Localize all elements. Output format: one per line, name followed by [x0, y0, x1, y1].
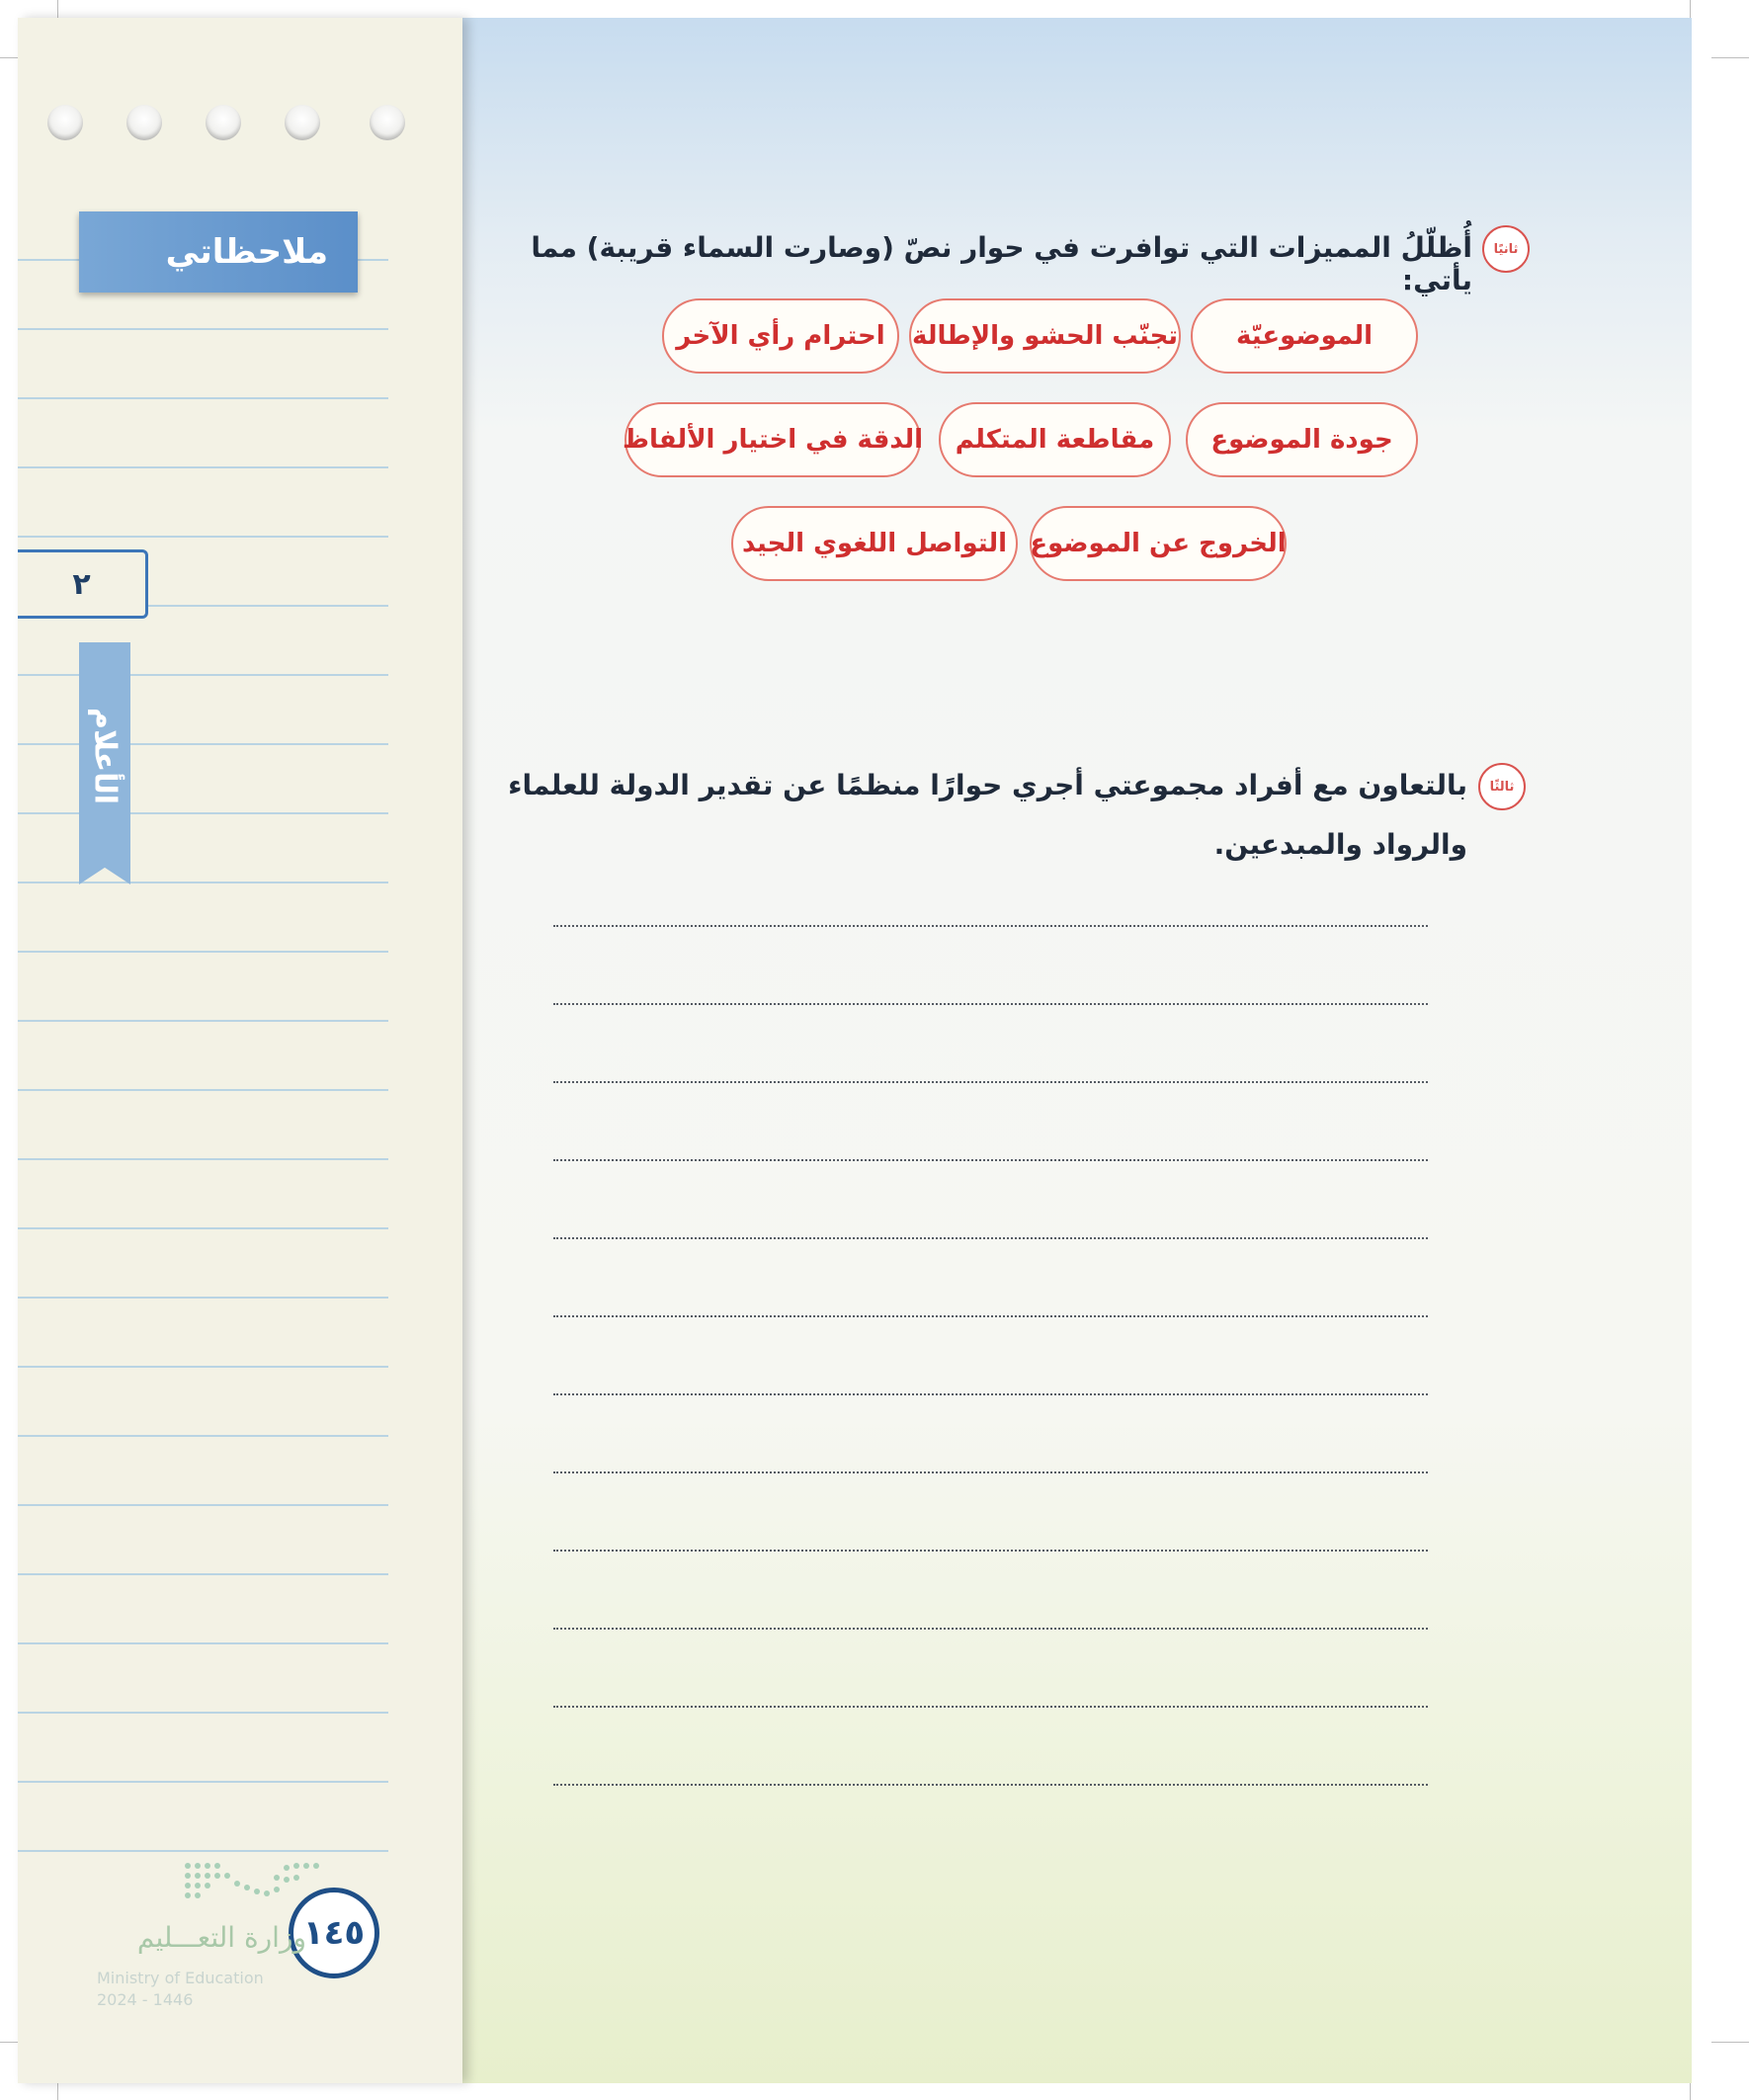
option-chip[interactable]: تجنّب الحشو والإطالة: [909, 298, 1181, 374]
option-chip[interactable]: الموضوعيّة: [1191, 298, 1418, 374]
answer-line[interactable]: [553, 1784, 1428, 1786]
ruled-line: [18, 536, 388, 538]
ruled-line: [18, 1435, 388, 1437]
ruled-line: [18, 1573, 388, 1575]
binder-hole: [370, 105, 405, 140]
answer-line[interactable]: [553, 1628, 1428, 1630]
ruled-line: [18, 1297, 388, 1299]
option-chip[interactable]: احترام رأي الآخر: [662, 298, 899, 374]
ruled-line: [18, 1366, 388, 1368]
ruled-line: [18, 674, 388, 676]
question-text-line1: بالتعاون مع أفراد مجموعتي أجري حوارًا منظمًا عن تقدير الدولة للعلماء: [508, 769, 1467, 801]
option-chip[interactable]: الدقة في اختيار الألفاظ: [625, 402, 921, 477]
page-number: ١٤٥: [289, 1888, 379, 1978]
ruled-line: [18, 397, 388, 399]
ruled-line: [18, 951, 388, 953]
answer-line[interactable]: [553, 1159, 1428, 1161]
crop-mark: [1711, 57, 1749, 58]
ruled-line: [18, 1850, 388, 1852]
ruled-line: [18, 1504, 388, 1506]
answer-line[interactable]: [553, 925, 1428, 927]
answer-line[interactable]: [553, 1081, 1428, 1083]
question-badge: ثالثًا: [1478, 763, 1526, 810]
ruled-line: [18, 1712, 388, 1714]
binder-hole: [206, 105, 241, 140]
ruled-line: [18, 328, 388, 330]
notes-title: ملاحظاتي: [79, 211, 358, 293]
crop-mark: [1711, 2042, 1749, 2043]
option-chip[interactable]: مقاطعة المتكلم: [939, 402, 1171, 477]
edition-year: 2024 - 1446: [97, 1990, 194, 2009]
unit-number: ٢: [18, 549, 148, 619]
unit-title: الأعلام: [87, 707, 123, 805]
answer-line[interactable]: [553, 1550, 1428, 1552]
option-chip[interactable]: التواصل اللغوي الجيد: [731, 506, 1018, 581]
ruled-line: [18, 466, 388, 468]
answer-line[interactable]: [553, 1706, 1428, 1708]
ruled-line: [18, 1089, 388, 1091]
answer-line[interactable]: [553, 1315, 1428, 1317]
ruled-line: [18, 1781, 388, 1783]
question-badge: ثانيًا: [1482, 225, 1530, 273]
binder-hole: [285, 105, 320, 140]
ruled-line: [18, 1227, 388, 1229]
ruled-line: [18, 743, 388, 745]
binder-hole: [47, 105, 83, 140]
binder-hole: [126, 105, 162, 140]
ruled-line: [18, 1642, 388, 1644]
answer-line[interactable]: [553, 1003, 1428, 1005]
answer-line[interactable]: [553, 1393, 1428, 1395]
ministry-name-arabic: وزارة التعـــليم: [136, 1921, 306, 1954]
question-text: أُظلّلُ المميزات التي توافرت في حوار نصّ (وصارت السماء قريبة) مما يأتي:: [531, 231, 1472, 296]
option-chip[interactable]: الخروج عن الموضوع: [1030, 506, 1287, 581]
notes-sidebar: [18, 18, 462, 2083]
answer-line[interactable]: [553, 1471, 1428, 1473]
option-chip[interactable]: جودة الموضوع: [1186, 402, 1418, 477]
ruled-line: [18, 1020, 388, 1022]
ruled-line: [18, 812, 388, 814]
ruled-line: [18, 882, 388, 883]
ministry-name-english: Ministry of Education: [97, 1969, 264, 1987]
question-text-line2: والرواد والمبدعين.: [1213, 828, 1467, 861]
answer-line[interactable]: [553, 1237, 1428, 1239]
ruled-line: [18, 1158, 388, 1160]
